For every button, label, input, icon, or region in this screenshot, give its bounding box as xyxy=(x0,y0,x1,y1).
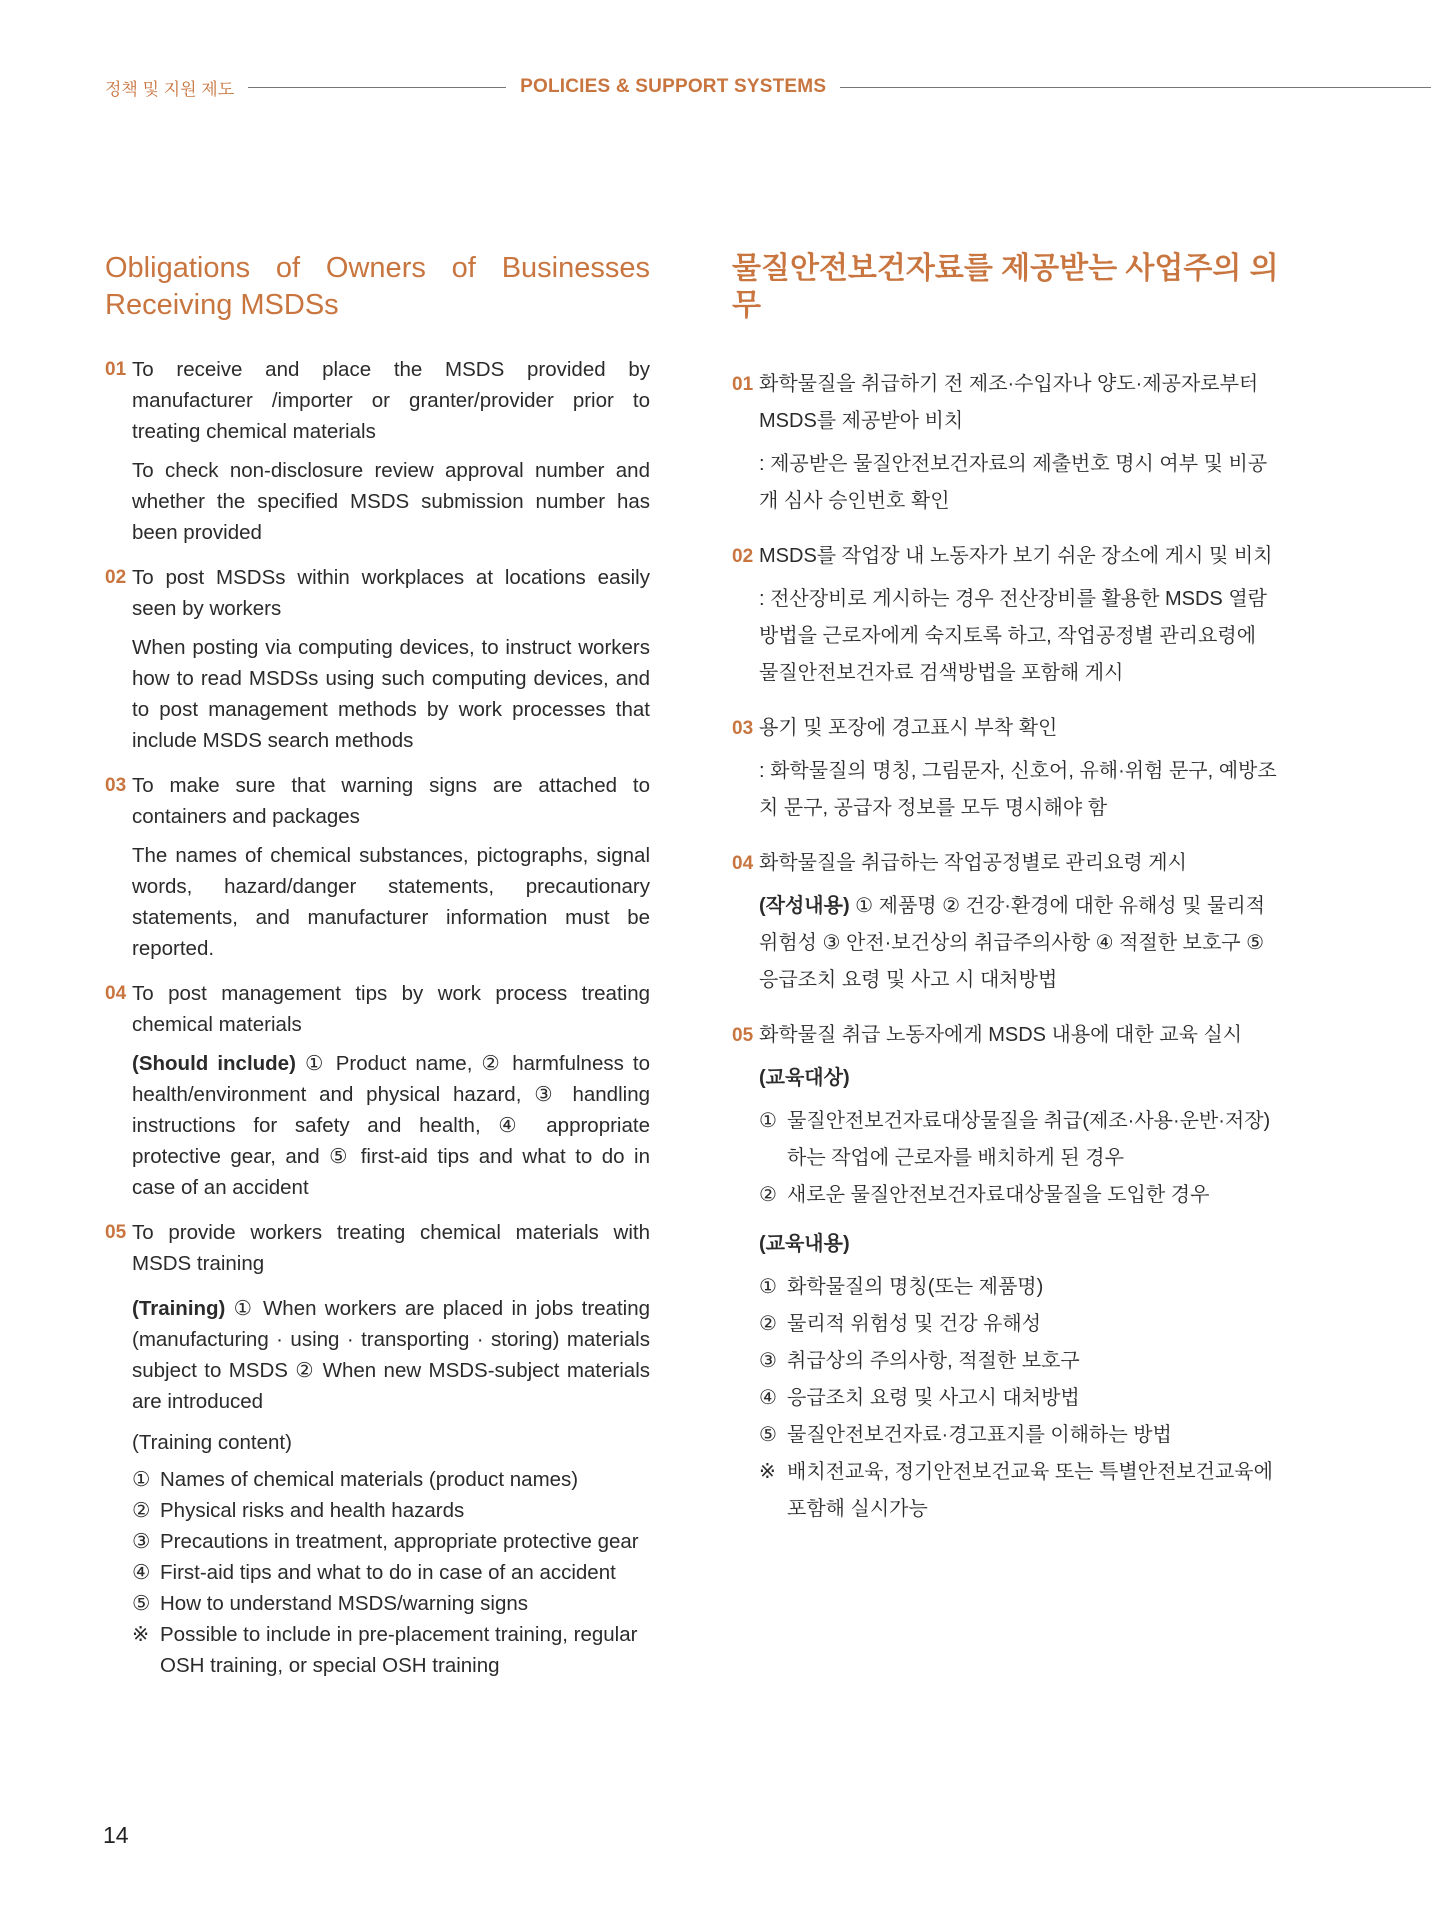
list-item xyxy=(132,1619,650,1681)
list-text: Precautions in treatment, appropriate protective gear xyxy=(160,1530,639,1553)
list-text: 배치전교육, 정기안전보건교육 또는 특별안전보건교육에 포함해 실시가능 xyxy=(787,1461,1273,1520)
item-text: To provide workers treating chemical materials with MSDS training xyxy=(132,1221,650,1275)
list-item xyxy=(132,1557,650,1588)
list-text: How to understand MSDS/warning signs xyxy=(160,1592,529,1615)
list-item xyxy=(759,1343,1280,1380)
obligation-item xyxy=(105,562,650,756)
list-item xyxy=(759,1103,1280,1177)
item-text: To receive and place the MSDS provided by manufacturer /importer or granter/provider prior to treating chemical materials xyxy=(132,358,650,443)
item-detail xyxy=(132,1293,650,1417)
obligation-item xyxy=(105,354,650,548)
list-item xyxy=(759,1380,1280,1417)
item-number: 01 xyxy=(105,359,127,380)
header-divider xyxy=(840,87,1431,88)
english-title: Obligations of Owners of Businesses Receiving MSDSs xyxy=(105,252,650,321)
list-marker: ⑤ xyxy=(132,1592,151,1615)
list-text: 물질안전보건자료대상물질을 취급(제조·사용·운반·저장)하는 작업에 근로자를 배치하게 된 경우 xyxy=(787,1110,1271,1169)
list-marker: ③ xyxy=(132,1530,151,1553)
item-number: 02 xyxy=(105,567,127,588)
item-number: 01 xyxy=(732,374,754,395)
list-marker: ① xyxy=(132,1468,151,1491)
item-text: To post MSDSs within workplaces at locations easily seen by workers xyxy=(132,566,650,620)
list-text: First-aid tips and what to do in case of an accident xyxy=(160,1561,616,1584)
item-detail: The names of chemical substances, pictographs, signal words, hazard/danger statements, precautionary statements, and manufacturer information must be reported. xyxy=(132,844,650,960)
list-text: Names of chemical materials (product names) xyxy=(160,1468,579,1491)
list-text: Possible to include in pre-placement training, regular OSH training, or special OSH training xyxy=(160,1623,638,1677)
list-marker: ① xyxy=(759,1276,777,1298)
item-text: To make sure that warning signs are attached to containers and packages xyxy=(132,774,650,828)
list-item xyxy=(132,1526,650,1557)
list-marker: ④ xyxy=(132,1561,151,1584)
header-section-kr: 정책 및 지원 제도 xyxy=(105,79,235,99)
detail-label: (작성내용) xyxy=(759,895,850,917)
item-detail: : 제공받은 물질안전보건자료의 제출번호 명시 여부 및 비공개 심사 승인번호 확인 xyxy=(759,453,1268,512)
list-text: 취급상의 주의사항, 적절한 보호구 xyxy=(787,1350,1080,1372)
list-marker: ※ xyxy=(132,1623,150,1646)
item-detail: To check non-disclosure review approval number and whether the specified MSDS submission number has been provided xyxy=(132,459,650,544)
item-detail xyxy=(759,888,1280,999)
education-target-list xyxy=(759,1103,1280,1214)
obligation-item xyxy=(105,978,650,1203)
list-marker: ④ xyxy=(759,1387,777,1409)
item-number: 03 xyxy=(105,775,127,796)
item-detail: When posting via computing devices, to instruct workers how to read MSDSs using such computing devices, and to post management methods by work processes that include MSDS search methods xyxy=(132,636,650,752)
item-text: 화학물질을 취급하는 작업공정별로 관리요령 게시 xyxy=(759,852,1187,874)
list-text: Physical risks and health hazards xyxy=(160,1499,465,1522)
list-item xyxy=(132,1464,650,1495)
detail-label: (Training) xyxy=(132,1297,226,1320)
education-content-label: (교육내용) xyxy=(759,1233,850,1255)
list-marker: ② xyxy=(132,1499,151,1522)
list-marker: ※ xyxy=(759,1461,776,1483)
list-marker: ② xyxy=(759,1184,777,1206)
item-detail xyxy=(132,1048,650,1203)
page-header xyxy=(105,74,1431,100)
obligation-item xyxy=(732,538,1280,692)
item-number: 05 xyxy=(105,1222,127,1243)
list-text: 화학물질의 명칭(또는 제품명) xyxy=(787,1276,1044,1298)
obligation-item xyxy=(732,845,1280,999)
list-marker: ② xyxy=(759,1313,777,1335)
item-text: MSDS를 작업장 내 노동자가 보기 쉬운 장소에 게시 및 비치 xyxy=(759,545,1273,567)
header-divider xyxy=(248,87,506,88)
list-item xyxy=(759,1177,1280,1214)
item-text: 화학물질을 취급하기 전 제조·수입자나 양도·제공자로부터 MSDS를 제공받아 비치 xyxy=(759,373,1259,432)
korean-column xyxy=(732,250,1280,1546)
education-content-list xyxy=(759,1269,1280,1528)
list-item xyxy=(132,1588,650,1619)
detail-text: ① 제품명 ② 건강·환경에 대한 유해성 및 물리적 위험성 ③ 안전·보건상의 취급주의사항 ④ 적절한 보호구 ⑤ 응급조치 요령 및 사고 시 대처방법 xyxy=(759,895,1266,991)
list-text: 물질안전보건자료·경고표지를 이해하는 방법 xyxy=(787,1424,1172,1446)
item-detail: : 화학물질의 명칭, 그림문자, 신호어, 유해·위험 문구, 예방조치 문구, 공급자 정보를 모두 명시해야 함 xyxy=(759,760,1277,819)
obligation-item xyxy=(732,710,1280,827)
korean-title: 물질안전보건자료를 제공받는 사업주의 의무 xyxy=(732,252,1279,322)
item-text: 용기 및 포장에 경고표시 부착 확인 xyxy=(759,717,1058,739)
training-content-label: (Training content) xyxy=(132,1431,292,1454)
list-item xyxy=(759,1454,1280,1528)
page-number: 14 xyxy=(103,1822,129,1848)
list-text: 응급조치 요령 및 사고시 대처방법 xyxy=(787,1387,1080,1409)
education-target-label: (교육대상) xyxy=(759,1067,850,1089)
item-detail: : 전산장비로 게시하는 경우 전산장비를 활용한 MSDS 열람방법을 근로자에게 숙지토록 하고, 작업공정별 관리요령에 물질안전보건자료 검색방법을 포함해 게시 xyxy=(759,588,1267,684)
detail-text: ① When workers are placed in jobs treating (manufacturing · using · transporting · storing) materials subject to MSDS ② When new MSDS-subject materials are introduced xyxy=(132,1297,650,1413)
obligation-item xyxy=(105,1217,650,1681)
list-marker: ⑤ xyxy=(759,1424,777,1446)
header-section-en: POLICIES & SUPPORT SYSTEMS xyxy=(520,76,827,97)
item-text: 화학물질 취급 노동자에게 MSDS 내용에 대한 교육 실시 xyxy=(759,1024,1243,1046)
item-number: 04 xyxy=(105,983,127,1004)
item-number: 05 xyxy=(732,1025,754,1046)
item-number: 02 xyxy=(732,546,754,567)
list-item xyxy=(132,1495,650,1526)
detail-label: (Should include) xyxy=(132,1052,296,1075)
list-item xyxy=(759,1417,1280,1454)
obligation-item xyxy=(732,1017,1280,1528)
list-item xyxy=(759,1306,1280,1343)
list-marker: ① xyxy=(759,1110,777,1132)
list-marker: ③ xyxy=(759,1350,777,1372)
detail-text: ① Product name, ② harmfulness to health/environment and physical hazard, ③ handling instructions for safety and health, ④ appropriate protective gear, and ⑤ first-aid tips and what to do in case of an accident xyxy=(132,1052,650,1199)
training-content-list xyxy=(132,1464,650,1681)
list-text: 새로운 물질안전보건자료대상물질을 도입한 경우 xyxy=(787,1184,1210,1206)
list-item xyxy=(759,1269,1280,1306)
item-text: To post management tips by work process treating chemical materials xyxy=(132,982,650,1036)
obligation-item xyxy=(105,770,650,964)
english-column xyxy=(105,250,650,1695)
list-text: 물리적 위험성 및 건강 유해성 xyxy=(787,1313,1042,1335)
obligation-item xyxy=(732,366,1280,520)
item-number: 04 xyxy=(732,853,754,874)
item-number: 03 xyxy=(732,718,754,739)
